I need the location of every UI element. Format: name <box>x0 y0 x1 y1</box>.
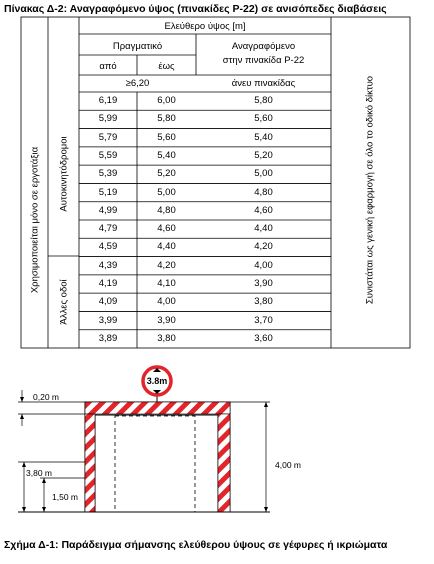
table-cell-displayed: 3,90 <box>254 278 273 289</box>
table-cell-displayed: 5,40 <box>254 131 273 143</box>
table-cell-from: 4,79 <box>98 223 118 235</box>
table-cell-from: 4,99 <box>98 204 118 216</box>
right-vertical-label: Συνιστάται ως γενική εφαρμογή σε όλο το οδικό δίκτυο <box>364 75 376 305</box>
table-cell-to: 4,40 <box>157 241 176 253</box>
table-cell-to: 4,80 <box>157 204 176 216</box>
table-cell-to: 5,40 <box>157 150 176 161</box>
vehicle-envelope <box>115 416 195 512</box>
table-cell-from: 5,99 <box>98 113 118 125</box>
table-cell-to: 3,80 <box>157 332 176 344</box>
table-cell-from: 5,19 <box>98 186 118 198</box>
table-cell-from: 5,59 <box>98 150 118 161</box>
sign-label: 3.8m <box>146 376 168 386</box>
dimension-left-height: 3,80 m <box>26 468 52 478</box>
table-cell-to: 4,20 <box>157 259 176 271</box>
group-label-motorways: Αυτοκινητόδρομοι <box>58 136 70 212</box>
top-stripe-band <box>85 402 230 414</box>
table-cell-to: 5,20 <box>157 168 176 180</box>
figure-caption: Σχήμα Δ-1: Παράδειγμα σήμανσης ελεύθερου ύψους σε γέφυρες ή ικριώματα <box>4 539 388 551</box>
table-cell-displayed: 4,60 <box>254 204 273 216</box>
table-cell-to: 5,00 <box>157 186 176 198</box>
header-to: έως <box>158 61 175 72</box>
table-cell-from: 4,59 <box>98 241 118 253</box>
table-cell-to: 6,00 <box>157 95 176 107</box>
table-cell-from: 4,19 <box>98 278 118 289</box>
table-cell-from: 5,39 <box>98 168 118 180</box>
table-cell-from: 6,19 <box>98 95 118 107</box>
table-cell-displayed: 5,00 <box>254 168 273 180</box>
header-displayed-line2: στην πινακίδα Ρ-22 <box>222 55 305 66</box>
first-row-displayed: άνευ πινακίδας <box>231 78 296 89</box>
header-displayed-line1: Αναγραφόμενο <box>231 41 296 52</box>
first-row-actual: ≥6,20 <box>125 78 150 89</box>
table-cell-displayed: 5,80 <box>254 95 273 107</box>
table-cell-to: 4,60 <box>157 223 176 235</box>
header-free-height: Ελεύθερο ύψος [m] <box>164 21 246 32</box>
table-cell-from: 4,39 <box>98 259 118 271</box>
table-cell-displayed: 4,00 <box>254 259 273 271</box>
table-cell-to: 5,80 <box>157 113 176 125</box>
table-cell-displayed: 5,60 <box>254 113 273 125</box>
table-cell-displayed: 4,80 <box>254 186 273 198</box>
table-cell-from: 3,99 <box>98 314 118 326</box>
group-label-other-roads: Άλλες οδοί <box>58 279 70 325</box>
bridge-clearance-figure <box>0 360 434 535</box>
table-cell-to: 3,90 <box>157 314 176 326</box>
table-cell-displayed: 3,80 <box>254 296 273 308</box>
bridge-outline <box>85 402 230 512</box>
right-stripe-band <box>218 414 230 512</box>
header-actual: Πραγματικό <box>112 41 163 52</box>
table-cell-from: 4,09 <box>98 296 118 308</box>
table-cell-displayed: 3,60 <box>254 332 273 344</box>
table-cell-from: 5,79 <box>98 131 118 143</box>
dimension-bottom-height: 1,50 m <box>52 492 78 502</box>
table-cell-displayed: 4,40 <box>254 223 273 235</box>
left-stripe-band <box>85 414 95 512</box>
dimension-right-height: 4,00 m <box>275 460 301 470</box>
table-cell-from: 3,89 <box>98 332 118 344</box>
table-cell-to: 4,00 <box>157 296 176 308</box>
left-vertical-label: Χρησιμοποιείται μόνο σε εργοτάξια <box>29 146 41 294</box>
table-cell-to: 4,10 <box>157 278 176 289</box>
header-from: από <box>99 61 117 72</box>
dimension-top-band: 0,20 m <box>33 392 59 402</box>
table-cell-to: 5,60 <box>157 131 176 143</box>
table-caption: Πίνακας Δ-2: Αναγραφόμενο ύψος (πινακίδες Ρ-22) σε ανισόπεδες διαβάσεις <box>4 3 387 15</box>
table-cell-displayed: 5,20 <box>254 150 273 161</box>
table-cell-displayed: 4,20 <box>254 241 273 253</box>
table-cell-displayed: 3,70 <box>254 314 273 326</box>
